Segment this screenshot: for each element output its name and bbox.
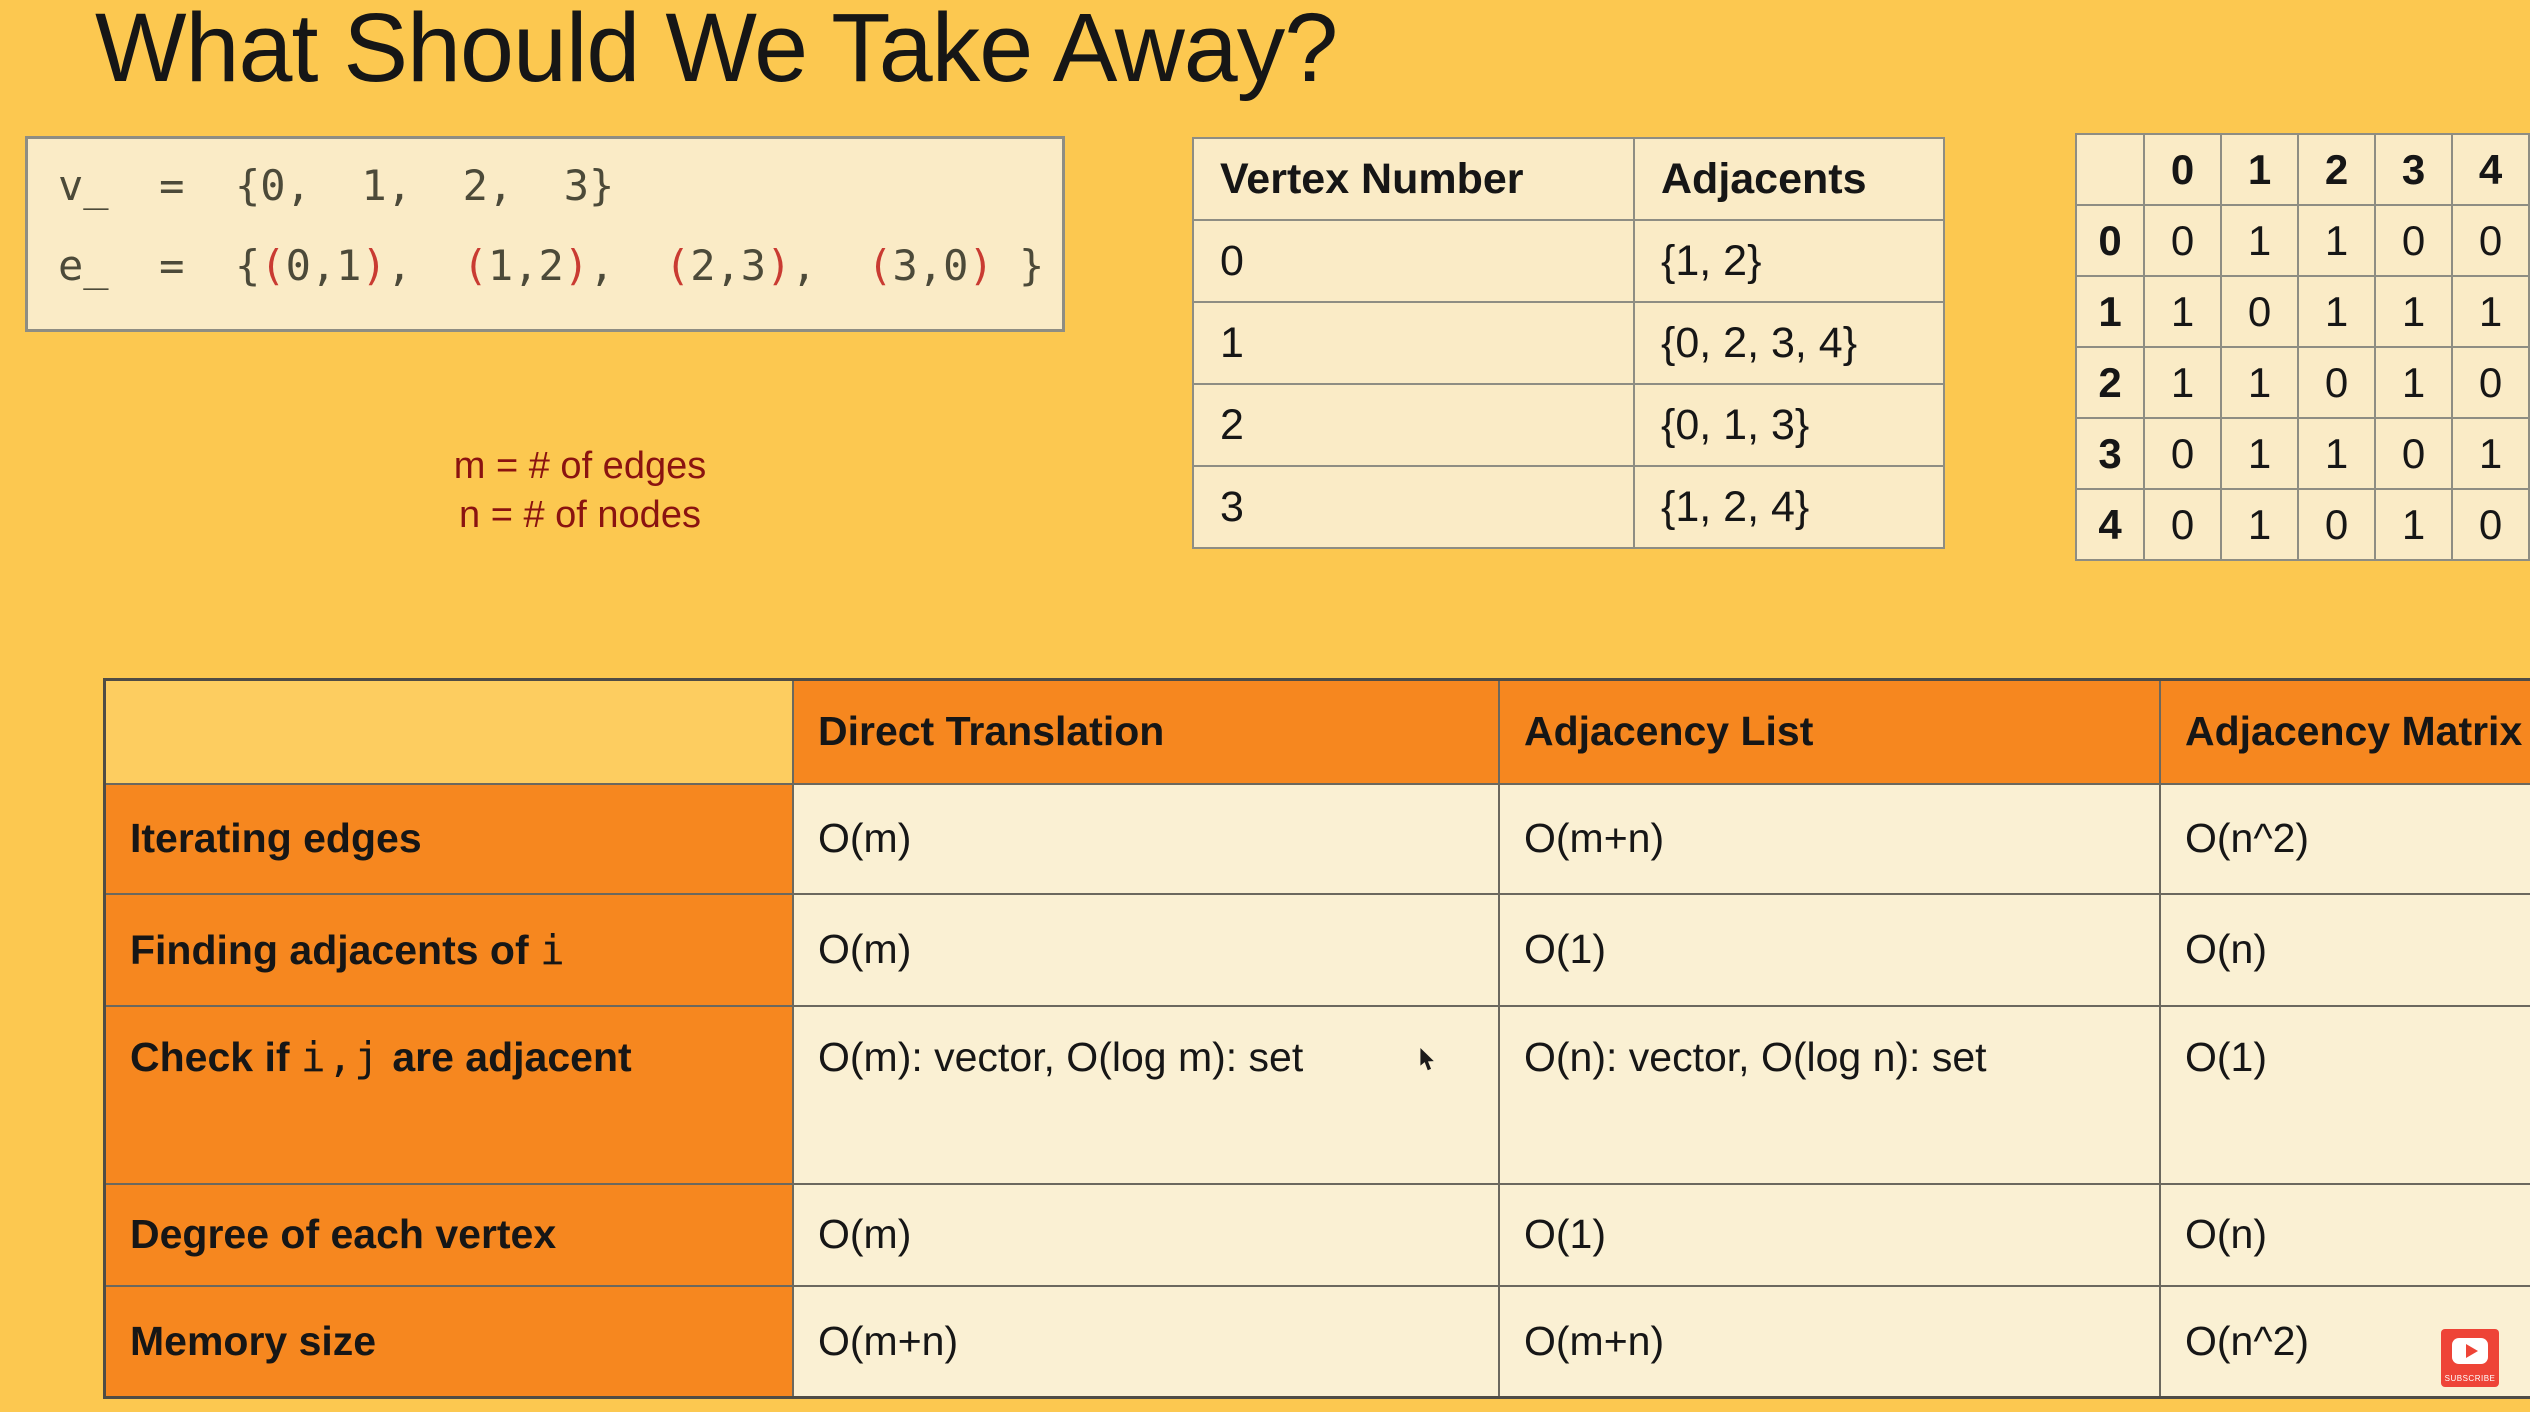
complexity-cell: O(1) — [1499, 1184, 2160, 1286]
complexity-cell: O(m): vector, O(log m): set — [793, 1006, 1499, 1184]
complexity-cell: O(m) — [793, 784, 1499, 894]
code-line-vertices: v_ = {0, 1, 2, 3} — [58, 161, 615, 210]
complexity-cell: O(n^2) — [2160, 784, 2530, 894]
adjacency-matrix-table — [2075, 133, 2530, 561]
matrix-row — [2076, 418, 2529, 489]
adjacents-cell: {1, 2} — [1634, 220, 1944, 302]
edge-paren-open: ( — [260, 241, 286, 290]
edge-paren-open: ( — [462, 241, 488, 290]
matrix-value-cell: 1 — [2221, 347, 2298, 418]
mono-var: i,j — [300, 1032, 381, 1081]
comparison-row-label: Memory size — [105, 1286, 794, 1398]
comparison-col-header: Adjacency List — [1499, 680, 2160, 784]
edge-node-annotation — [390, 442, 770, 540]
adjacents-cell: {0, 1, 3} — [1634, 384, 1944, 466]
comparison-row — [105, 1184, 2530, 1286]
mono-var: i — [540, 925, 567, 974]
matrix-value-cell: 0 — [2452, 489, 2529, 560]
matrix-value-cell: 1 — [2298, 418, 2375, 489]
comparison-row — [105, 1006, 2530, 1184]
mouse-cursor-icon — [1420, 1048, 1436, 1072]
adjacents-header: Adjacents — [1634, 138, 1944, 220]
matrix-col-header: 3 — [2375, 134, 2452, 205]
complexity-cell: O(m) — [793, 1184, 1499, 1286]
matrix-row-header: 1 — [2076, 276, 2144, 347]
complexity-cell: O(n) — [2160, 1184, 2530, 1286]
complexity-cell: O(m+n) — [1499, 1286, 2160, 1398]
edge-paren-close: ) — [361, 241, 387, 290]
subscribe-label: SUBSCRIBE — [2444, 1374, 2496, 1383]
vertex-table-row — [1193, 466, 1944, 548]
matrix-col-header: 4 — [2452, 134, 2529, 205]
comparison-row-label: Iterating edges — [105, 784, 794, 894]
matrix-value-cell: 0 — [2375, 418, 2452, 489]
edge-pair: 2,3 — [690, 241, 767, 290]
annotation-line-edges: m = # of edges — [453, 445, 707, 487]
comparison-header-row — [105, 680, 2530, 784]
annotation-line-nodes: n = # of nodes — [459, 494, 701, 536]
matrix-row — [2076, 489, 2529, 560]
comparison-col-header: Adjacency Matrix — [2160, 680, 2530, 784]
matrix-row-header: 3 — [2076, 418, 2144, 489]
complexity-cell: O(n) — [2160, 894, 2530, 1006]
complexity-cell: O(1) — [2160, 1006, 2530, 1184]
matrix-value-cell: 1 — [2452, 418, 2529, 489]
comparison-row — [105, 894, 2530, 1006]
vertex-number-cell: 3 — [1193, 466, 1634, 548]
matrix-value-cell: 1 — [2221, 418, 2298, 489]
code-box — [25, 136, 1065, 332]
edge-paren-open: ( — [664, 241, 691, 290]
vertex-number-cell: 0 — [1193, 220, 1634, 302]
matrix-row — [2076, 347, 2529, 418]
matrix-value-cell: 1 — [2221, 489, 2298, 560]
matrix-value-cell: 0 — [2221, 276, 2298, 347]
vertex-table-row — [1193, 302, 1944, 384]
youtube-play-icon — [2452, 1338, 2488, 1364]
matrix-row-header: 2 — [2076, 347, 2144, 418]
matrix-value-cell: 0 — [2144, 205, 2221, 276]
edge-pair: 1,2 — [487, 241, 564, 290]
vertex-table-row — [1193, 384, 1944, 466]
matrix-value-cell: 1 — [2144, 276, 2221, 347]
complexity-comparison-table — [103, 678, 2530, 1399]
matrix-col-header: 1 — [2221, 134, 2298, 205]
matrix-row-header: 0 — [2076, 205, 2144, 276]
matrix-row-header: 4 — [2076, 489, 2144, 560]
comparison-row — [105, 1286, 2530, 1398]
matrix-col-header: 0 — [2144, 134, 2221, 205]
complexity-cell: O(m+n) — [793, 1286, 1499, 1398]
adjacents-cell: {1, 2, 4} — [1634, 466, 1944, 548]
vertex-number-cell: 1 — [1193, 302, 1634, 384]
matrix-value-cell: 1 — [2375, 347, 2452, 418]
complexity-cell: O(n^2) — [2160, 1286, 2530, 1398]
vertex-number-header: Vertex Number — [1193, 138, 1634, 220]
complexity-cell: O(1) — [1499, 894, 2160, 1006]
comparison-col-header: Direct Translation — [793, 680, 1499, 784]
matrix-value-cell: 1 — [2375, 276, 2452, 347]
edge-paren-close: ) — [766, 241, 792, 290]
matrix-value-cell: 1 — [2221, 205, 2298, 276]
matrix-value-cell: 0 — [2452, 347, 2529, 418]
matrix-value-cell: 1 — [2375, 489, 2452, 560]
matrix-value-cell: 1 — [2298, 205, 2375, 276]
complexity-cell: O(n): vector, O(log n): set — [1499, 1006, 2160, 1184]
comparison-row-label: Degree of each vertex — [105, 1184, 794, 1286]
edge-paren-close: ) — [968, 241, 994, 290]
matrix-value-cell: 1 — [2144, 347, 2221, 418]
comparison-row-label: Check if i,j are adjacent — [105, 1006, 794, 1184]
vertex-table-header-row — [1193, 138, 1944, 220]
edge-pair: 3,0 — [892, 241, 969, 290]
vertex-table-row — [1193, 220, 1944, 302]
edge-paren-close: ) — [563, 241, 590, 290]
vertex-number-cell: 2 — [1193, 384, 1634, 466]
matrix-row — [2076, 276, 2529, 347]
matrix-row — [2076, 205, 2529, 276]
vertex-adjacents-table — [1192, 137, 1945, 549]
comparison-row — [105, 784, 2530, 894]
matrix-header-row — [2076, 134, 2529, 205]
complexity-cell: O(m+n) — [1499, 784, 2160, 894]
complexity-cell: O(m) — [793, 894, 1499, 1006]
edge-pair: 0,1 — [285, 241, 362, 290]
matrix-value-cell: 1 — [2452, 276, 2529, 347]
edge-paren-open: ( — [867, 241, 893, 290]
matrix-col-header: 2 — [2298, 134, 2375, 205]
matrix-value-cell: 0 — [2375, 205, 2452, 276]
page-title: What Should We Take Away? — [95, 0, 1338, 102]
matrix-value-cell: 0 — [2144, 418, 2221, 489]
subscribe-button[interactable] — [2441, 1329, 2499, 1387]
code-line-edges: e_ = {(0,1), (1,2), (2,3), (3,0) } — [58, 241, 1045, 290]
matrix-value-cell: 0 — [2452, 205, 2529, 276]
matrix-value-cell: 1 — [2298, 276, 2375, 347]
comparison-corner-cell — [105, 680, 794, 784]
matrix-value-cell: 0 — [2144, 489, 2221, 560]
comparison-row-label: Finding adjacents of i — [105, 894, 794, 1006]
matrix-corner-cell — [2076, 134, 2144, 205]
matrix-value-cell: 0 — [2298, 489, 2375, 560]
matrix-value-cell: 0 — [2298, 347, 2375, 418]
adjacents-cell: {0, 2, 3, 4} — [1634, 302, 1944, 384]
